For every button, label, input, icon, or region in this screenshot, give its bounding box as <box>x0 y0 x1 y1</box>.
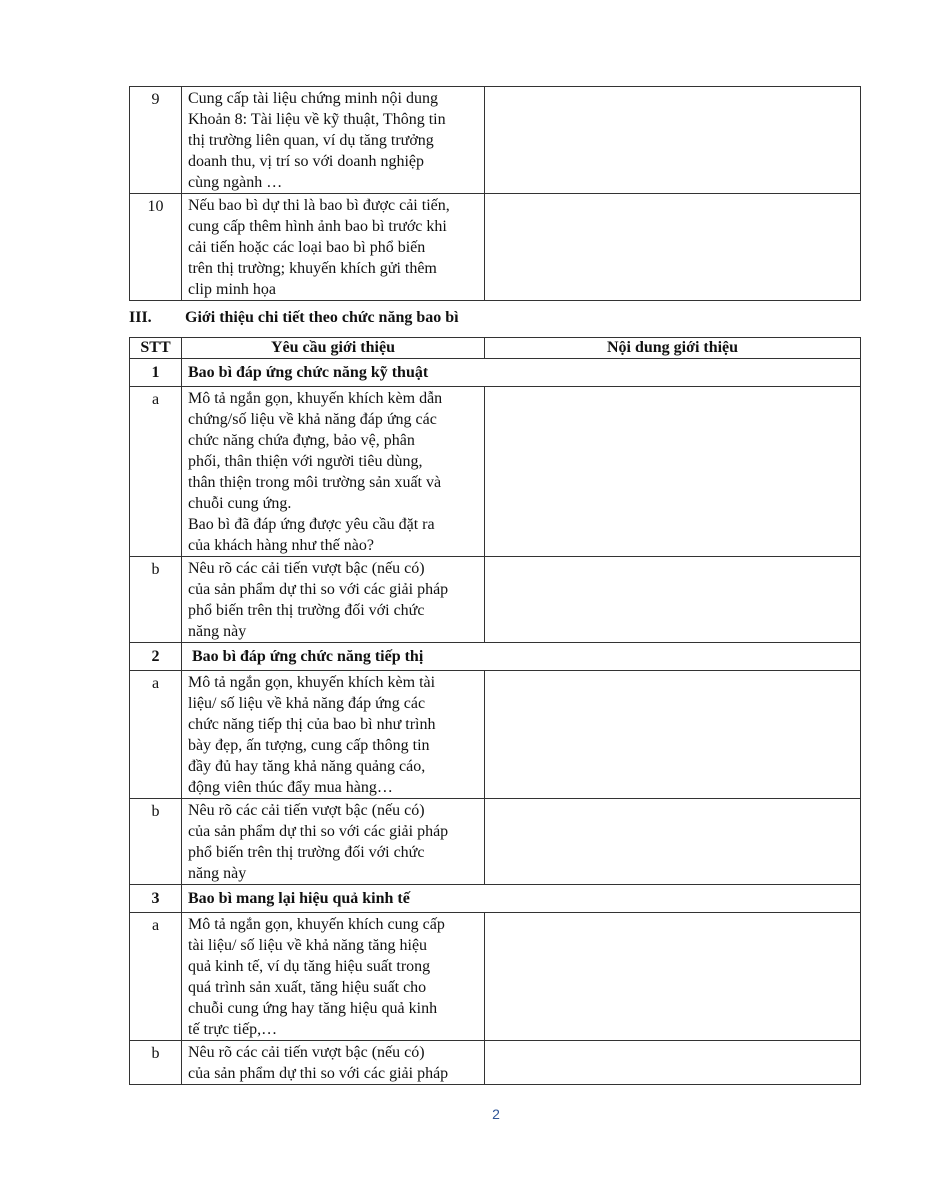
group-row <box>130 885 861 913</box>
content-cell[interactable] <box>485 671 861 799</box>
table-row <box>130 194 861 301</box>
column-header-stt: STT <box>130 338 182 359</box>
table-row <box>130 387 861 557</box>
requirement-text: Nêu rõ các cải tiến vượt bậc (nếu có) của sản phẩm dự thi so với các giải pháp <box>182 1041 485 1085</box>
table-header-row <box>130 338 861 359</box>
row-letter: b <box>130 799 182 885</box>
content-cell[interactable] <box>485 387 861 557</box>
content-cell[interactable] <box>485 799 861 885</box>
group-row <box>130 643 861 671</box>
section-number: III. <box>129 309 152 326</box>
continued-table <box>129 86 861 301</box>
group-title: Bao bì mang lại hiệu quả kinh tế <box>182 885 861 913</box>
requirement-text: Nêu rõ các cải tiến vượt bậc (nếu có) của sản phẩm dự thi so với các giải pháp phổ biến trên thị trường đối với chức năng này <box>182 557 485 643</box>
requirement-text: Nếu bao bì dự thi là bao bì được cải tiến, cung cấp thêm hình ảnh bao bì trước khi cải tiến hoặc các loại bao bì phổ biến trên thị trường; khuyến khích gửi thêm clip minh họa <box>182 194 485 301</box>
group-number: 1 <box>130 359 182 387</box>
content-cell[interactable] <box>485 194 861 301</box>
row-letter: a <box>130 913 182 1041</box>
group-title: Bao bì đáp ứng chức năng tiếp thị <box>182 643 861 671</box>
content-cell[interactable] <box>485 1041 861 1085</box>
row-letter: a <box>130 671 182 799</box>
table-row <box>130 1041 861 1085</box>
content-cell[interactable] <box>485 557 861 643</box>
table-row <box>130 913 861 1041</box>
requirement-text: Mô tả ngắn gọn, khuyến khích kèm dẫn chứng/số liệu về khả năng đáp ứng các chức năng chứa đựng, bảo vệ, phân phối, thân thiện với người tiêu dùng, thân thiện trong môi trường sản xuất và chuỗi cung ứng. Bao bì đã đáp ứng được yêu cầu đặt ra của khách hàng như thế nào? <box>182 387 485 557</box>
table-row <box>130 557 861 643</box>
table-row <box>130 799 861 885</box>
content-cell[interactable] <box>485 913 861 1041</box>
packaging-function-table <box>129 337 861 1085</box>
row-number: 10 <box>130 194 182 301</box>
table-row <box>130 671 861 799</box>
requirement-text: Cung cấp tài liệu chứng minh nội dung Khoản 8: Tài liệu về kỹ thuật, Thông tin thị trường liên quan, ví dụ tăng trưởng doanh thu, vị trí so với doanh nghiệp cùng ngành … <box>182 87 485 194</box>
requirement-text: Mô tả ngắn gọn, khuyến khích kèm tài liệu/ số liệu về khả năng đáp ứng các chức năng tiếp thị của bao bì như trình bày đẹp, ấn tượng, cung cấp thông tin đầy đủ hay tăng khả năng quảng cáo, động viên thúc đẩy mua hàng… <box>182 671 485 799</box>
section-heading <box>129 307 459 329</box>
column-header-requirement: Yêu cầu giới thiệu <box>182 338 485 359</box>
row-letter: a <box>130 387 182 557</box>
table-row <box>130 87 861 194</box>
group-row <box>130 359 861 387</box>
row-letter: b <box>130 1041 182 1085</box>
group-number: 2 <box>130 643 182 671</box>
requirement-text: Mô tả ngắn gọn, khuyến khích cung cấp tài liệu/ số liệu về khả năng tăng hiệu quả kinh tế, ví dụ tăng hiệu suất trong quá trình sản xuất, tăng hiệu suất cho chuỗi cung ứng hay tăng hiệu quả kinh tế trực tiếp,… <box>182 913 485 1041</box>
section-title: Giới thiệu chi tiết theo chức năng bao bì <box>185 309 459 326</box>
row-number: 9 <box>130 87 182 194</box>
group-title: Bao bì đáp ứng chức năng kỹ thuật <box>182 359 861 387</box>
requirement-text: Nêu rõ các cải tiến vượt bậc (nếu có) của sản phẩm dự thi so với các giải pháp phổ biến trên thị trường đối với chức năng này <box>182 799 485 885</box>
column-header-content: Nội dung giới thiệu <box>485 338 861 359</box>
row-letter: b <box>130 557 182 643</box>
page-number: 2 <box>492 1106 500 1122</box>
group-number: 3 <box>130 885 182 913</box>
content-cell[interactable] <box>485 87 861 194</box>
